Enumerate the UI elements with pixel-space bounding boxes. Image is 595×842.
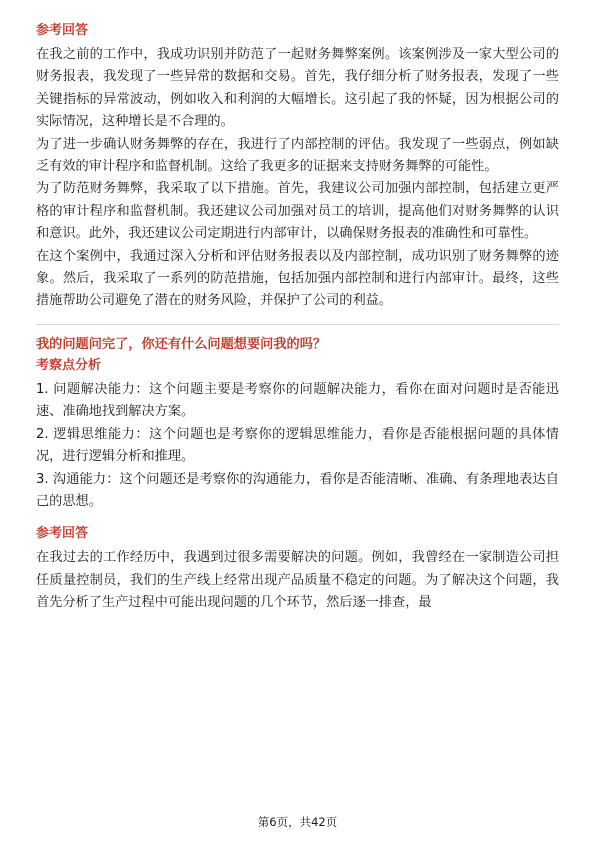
section-divider (36, 324, 559, 325)
answer-paragraph: 为了防范财务舞弊，我采取了以下措施。首先，我建议公司加强内部控制，包括建立更严格的审计程序和监督机制。我还建议公司加强对员工的培训，提高他们对财务舞弊的认识和意识。此外，我还建议公司定期进行内部审计，以确保财务报表的准确性和可靠性。 (36, 181, 559, 242)
analysis-item: 2. 逻辑思维能力：这个问题也是考察你的逻辑思维能力，看你是否能根据问题的具体情况，进行逻辑分析和推理。 (36, 426, 559, 465)
analysis-item: 1. 问题解决能力：这个问题主要是考察你的问题解决能力，看你在面对问题时是否能迅速、准确地找到解决方案。 (36, 381, 559, 420)
answer-paragraph: 在我之前的工作中，我成功识别并防范了一起财务舞弊案例。该案例涉及一家大型公司的财务报表，我发现了一些异常的数据和交易。首先，我仔细分析了财务报表，发现了一些关键指标的异常波动，例如收入和利润的大幅增长。这引起了我的怀疑，因为根据公司的实际情况，这种增长是不合理的。 (36, 47, 559, 130)
page-number-footer: 第6页，共42页 (257, 815, 338, 829)
analysis-item: 3. 沟通能力：这个问题还是考察你的沟通能力，看你是否能清晰、准确、有条理地表达自己的思想。 (36, 471, 559, 509)
answer-paragraph: 为了进一步确认财务舞弊的存在，我进行了内部控制的评估。我发现了一些弱点，例如缺乏有效的审计程序和监督机制。这给了我更多的证据来支持财务舞弊的可能性。 (36, 136, 559, 175)
answer-section-1 (36, 22, 559, 313)
spacer (36, 513, 559, 525)
reference-answer-heading: 参考回答 (36, 23, 89, 38)
reference-answer-heading: 参考回答 (36, 526, 89, 542)
answer-paragraph: 在这个案例中，我通过深入分析和评估财务报表以及内部控制，成功识别了财务舞弊的迹象。然后，我采取了一系列的防范措施，包括加强内部控制和进行内部审计。最终，这些措施帮助公司避免了潜在的财务风险，并保护了公司的利益。 (36, 248, 559, 309)
document-page (36, 22, 559, 615)
interview-question: 我的问题问完了，你还有什么问题想要问我的吗？ (36, 336, 327, 352)
analysis-section (36, 357, 559, 513)
answer-paragraph: 在我过去的工作经历中，我遇到过很多需要解决的问题。例如，我曾经在一家制造公司担任质量控制员，我们的生产线上经常出现产品质量不稳定的问题。为了解决这个问题，我首先分析了生产过程中可能出现问题的几个环节，然后逐一排查，最 (36, 550, 559, 611)
answer-section-2 (36, 525, 559, 614)
analysis-heading: 考察点分析 (36, 357, 102, 373)
